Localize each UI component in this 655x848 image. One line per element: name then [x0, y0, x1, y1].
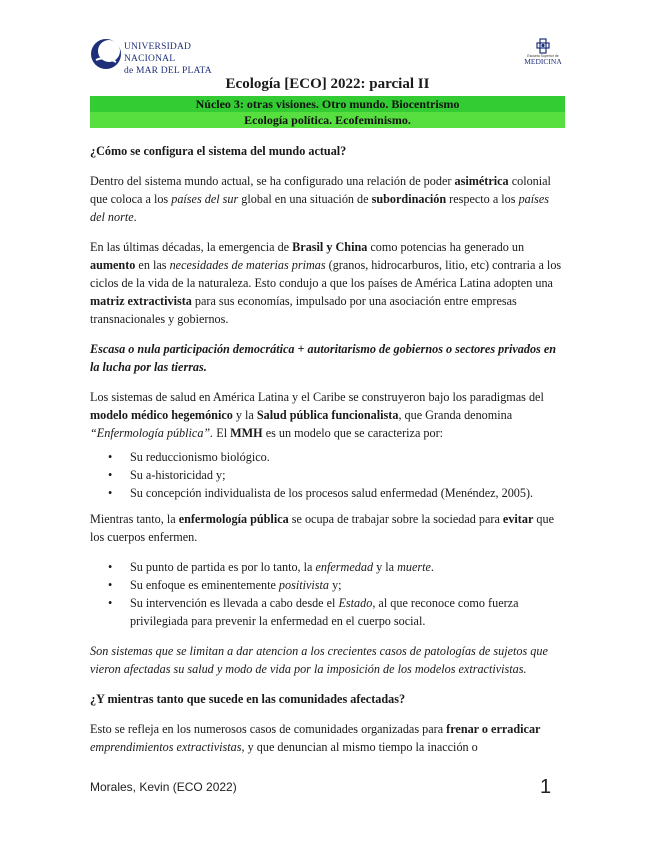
bold-term: MMH — [230, 426, 263, 440]
italic-term: países del sur — [171, 192, 239, 206]
italic-term: positivista — [278, 578, 330, 592]
paragraph-3: Escasa o nula participación democrática + autoritarismo de gobiernos o sectores privados en la lucha por las tierras. — [90, 342, 557, 374]
question-heading-1: ¿Cómo se configura el sistema del mundo actual? — [90, 144, 347, 158]
paragraph-5 — [90, 510, 565, 546]
text-span: colonial que coloca a los — [90, 174, 551, 206]
medicine-logo — [521, 38, 565, 74]
page-number: 1 — [540, 776, 552, 798]
faculty-label: MEDICINA — [524, 57, 562, 66]
text-span: . — [133, 210, 137, 224]
list-item — [90, 484, 565, 502]
text-span: y la — [232, 408, 257, 422]
list-item-text: Su concepción individualista de los procesos salud enfermedad (Menéndez, 2005). — [130, 486, 534, 500]
bullet-icon: • — [108, 596, 113, 610]
text-span: El — [213, 426, 231, 440]
public-enfermology-list — [90, 558, 565, 630]
text-span: y; — [329, 578, 342, 592]
paragraph-7 — [90, 720, 565, 756]
text-span: se ocupa de trabajar sobre la sociedad para — [288, 512, 503, 526]
bold-term: frenar o erradicar — [446, 722, 541, 736]
text-span: (granos, hidrocarburos, litio, etc) contraria a los ciclos de la vida de la naturaleza. Esto condujo a que los países de América Latina adopten una — [90, 258, 562, 290]
university-logo — [90, 38, 230, 78]
italic-term: muerte — [397, 560, 431, 574]
text-span: , que Granda denomina — [398, 408, 513, 422]
bold-term: asimétrica — [454, 174, 509, 188]
text-span: Su enfoque es eminentemente — [130, 578, 279, 592]
topic-band-2: Ecología política. Ecofeminismo. — [90, 112, 565, 128]
paragraph-2 — [90, 238, 565, 328]
paragraph-6: Son sistemas que se limitan a dar atencion a los crecientes casos de patologías de sujetos que vieron afectadas su salud y modo de vida por la imposición de los modelos extractivistas. — [90, 644, 548, 676]
text-span: en las — [135, 258, 170, 272]
bold-term: matriz extractivista — [90, 294, 192, 308]
list-item — [90, 594, 565, 630]
bold-term: aumento — [90, 258, 136, 272]
text-span: Mientras tanto, la — [90, 512, 179, 526]
text-span: . — [430, 560, 434, 574]
document-body — [90, 142, 565, 768]
list-item-text: Su a-historicidad y; — [130, 468, 226, 482]
italic-term: necesidades de materias primas — [169, 258, 326, 272]
bullet-icon: • — [108, 486, 113, 500]
paragraph-1 — [90, 172, 565, 226]
list-item — [90, 576, 565, 594]
list-item — [90, 448, 565, 466]
university-line1: UNIVERSIDAD NACIONAL — [124, 42, 192, 64]
text-span: Su punto de partida es por lo tanto, la — [130, 560, 316, 574]
paragraph-4 — [90, 388, 565, 442]
bold-term: Salud pública funcionalista — [256, 408, 399, 422]
list-item — [90, 466, 565, 484]
italic-term: Estado — [338, 596, 373, 610]
text-span: y la — [373, 560, 398, 574]
question-heading-2: ¿Y mientras tanto que sucede en las comunidades afectadas? — [90, 692, 406, 706]
university-emblem-icon — [90, 38, 122, 70]
text-span: Esto se refleja en los numerosos casos de comunidades organizadas para — [90, 722, 447, 736]
text-span: global en una situación de — [238, 192, 372, 206]
bold-term: Brasil y China — [292, 240, 368, 254]
italic-term: emprendimientos extractivistas — [90, 740, 242, 754]
bullet-icon: • — [108, 450, 113, 464]
text-span: para sus economías, impulsado por una asociación entre empresas transnacionales y gobiernos. — [90, 294, 517, 326]
italic-term: enfermedad — [315, 560, 374, 574]
topic-band-1: Núcleo 3: otras visiones. Otro mundo. Biocentrismo — [90, 96, 565, 112]
bullet-icon: • — [108, 560, 113, 574]
list-item-text: Su reduccionismo biológico. — [130, 450, 270, 464]
mmh-characteristics-list — [90, 448, 565, 502]
text-span: es un modelo que se caracteriza por: — [262, 426, 444, 440]
text-span: que los cuerpos enfermen. — [90, 512, 555, 544]
text-span: Los sistemas de salud en América Latina y el Caribe se construyeron bajo los paradigmas del — [90, 390, 544, 404]
faculty-small-label: Escuela Superior de — [527, 54, 559, 58]
text-span: , al que reconoce como fuerza privilegiada para prevenir la enfermedad en el cuerpo social. — [130, 596, 519, 628]
list-item — [90, 558, 565, 576]
bullet-icon: • — [108, 578, 113, 592]
text-span: , y que denuncian al mismo tiempo la inacción o — [241, 740, 478, 754]
bold-term: modelo médico hegemónico — [90, 408, 233, 422]
text-span: Su intervención es llevada a cabo desde el — [130, 596, 339, 610]
medicine-emblem-icon — [535, 38, 551, 54]
page-title: Ecología [ECO] 2022: parcial II — [225, 76, 430, 92]
text-span: En las últimas décadas, la emergencia de — [90, 240, 293, 254]
text-span: como potencias ha generado un — [367, 240, 525, 254]
footer-author: Morales, Kevin (ECO 2022) — [90, 780, 237, 794]
text-span: respecto a los — [446, 192, 519, 206]
bullet-icon: • — [108, 468, 113, 482]
text-span: Dentro del sistema mundo actual, se ha configurado una relación de poder — [90, 174, 455, 188]
italic-term: países del norte — [90, 192, 550, 224]
bold-term: evitar — [502, 512, 534, 526]
university-name — [124, 41, 230, 77]
university-line2: de MAR DEL PLATA — [124, 66, 212, 76]
bold-term: enfermología pública — [178, 512, 289, 526]
italic-term: “Enfermología pública”. — [90, 426, 214, 440]
bold-term: subordinación — [371, 192, 447, 206]
